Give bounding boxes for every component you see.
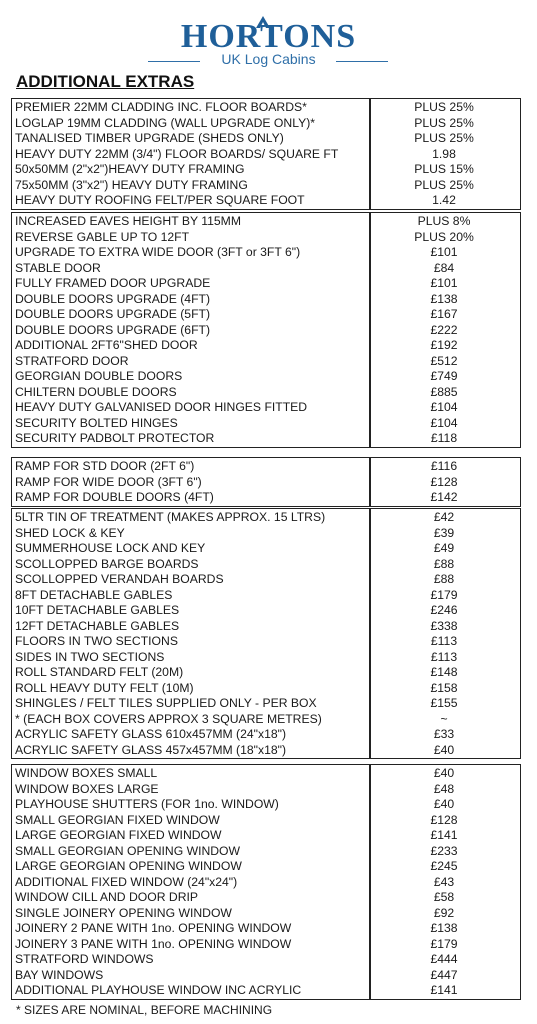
- price-table-1: [11, 98, 521, 210]
- page-heading: ADDITIONAL EXTRAS: [16, 72, 195, 91]
- table-row: [12, 813, 520, 829]
- item-price: PLUS 25%: [414, 177, 474, 192]
- table-row: [12, 952, 520, 968]
- item-price: £192: [430, 338, 458, 352]
- table-row: [12, 983, 520, 999]
- item-price: £749: [430, 369, 458, 383]
- item-price: ~: [440, 711, 448, 726]
- item-price: £40: [433, 742, 455, 757]
- table-row: [12, 557, 520, 573]
- table-row: [12, 475, 520, 491]
- table-body: [12, 765, 520, 999]
- item-name: STRATFORD DOOR: [15, 353, 129, 368]
- item-name: JOINERY 2 PANE WITH 1no. OPENING WINDOW: [15, 921, 292, 935]
- item-price: £40: [433, 797, 455, 811]
- table-row: [12, 100, 520, 116]
- item-price: £246: [430, 603, 458, 617]
- item-name: WINDOW BOXES LARGE: [15, 781, 159, 796]
- item-name: WINDOW CILL AND DOOR DRIP: [15, 890, 199, 904]
- item-name: 50x50MM (2"x2")HEAVY DUTY FRAMING: [15, 162, 245, 176]
- table-row: [12, 634, 520, 650]
- item-price: PLUS 20%: [414, 229, 474, 244]
- price-table-5: [11, 764, 521, 1000]
- table-row: [12, 292, 520, 308]
- hortons-logo: [0, 2, 537, 72]
- item-price: £39: [433, 525, 455, 540]
- table-row: [12, 354, 520, 370]
- item-name: SMALL GEORGIAN FIXED WINDOW: [15, 812, 220, 827]
- table-row: [12, 572, 520, 588]
- item-name: DOUBLE DOORS UPGRADE (6FT): [15, 322, 211, 337]
- item-price: £43: [433, 874, 455, 889]
- item-price: 1.42: [432, 193, 456, 207]
- table-row: [12, 131, 520, 147]
- item-price: £138: [430, 921, 458, 935]
- item-price: £148: [430, 665, 458, 679]
- item-name: 12FT DETACHABLE GABLES: [15, 618, 180, 633]
- item-name: SECURITY BOLTED HINGES: [15, 415, 178, 430]
- item-name: WINDOW BOXES SMALL: [15, 766, 158, 780]
- brand-name: HORTONS: [180, 18, 357, 55]
- item-price: £155: [430, 696, 458, 710]
- table-body: [12, 99, 520, 209]
- price-table-2: [11, 212, 521, 448]
- item-name: SUMMERHOUSE LOCK AND KEY: [15, 541, 206, 555]
- item-name: HEAVY DUTY GALVANISED DOOR HINGES FITTED: [15, 400, 308, 414]
- item-name: LARGE GEORGIAN FIXED WINDOW: [15, 828, 222, 842]
- item-name: GEORGIAN DOUBLE DOORS: [15, 369, 183, 383]
- item-name: PREMIER 22MM CLADDING INC. FLOOR BOARDS*: [15, 100, 307, 114]
- table-row: [12, 743, 520, 759]
- item-price: £179: [430, 587, 458, 602]
- item-name: LARGE GEORGIAN OPENING WINDOW: [15, 859, 242, 873]
- item-price: £141: [430, 983, 458, 997]
- item-name: ROLL STANDARD FELT (20M): [15, 665, 184, 679]
- item-price: £447: [430, 967, 458, 982]
- item-name: STABLE DOOR: [15, 260, 101, 275]
- item-name: LOGLAP 19MM CLADDING (WALL UPGRADE ONLY)*: [15, 115, 316, 130]
- item-name: SHED LOCK & KEY: [15, 525, 125, 540]
- table-row: [12, 490, 520, 506]
- item-name: 10FT DETACHABLE GABLES: [15, 603, 180, 617]
- table-row: [12, 650, 520, 666]
- item-price: £245: [430, 859, 458, 873]
- item-name: SCOLLOPPED VERANDAH BOARDS: [15, 572, 224, 586]
- table-row: [12, 307, 520, 323]
- item-name: CHILTERN DOUBLE DOORS: [15, 384, 177, 399]
- item-name: FULLY FRAMED DOOR UPGRADE: [15, 276, 211, 290]
- table-row: [12, 859, 520, 875]
- item-name: HEAVY DUTY ROOFING FELT/PER SQUARE FOOT: [15, 193, 305, 207]
- item-name: DOUBLE DOORS UPGRADE (5FT): [15, 307, 211, 321]
- table-row: [12, 459, 520, 475]
- item-price: £158: [430, 680, 458, 695]
- table-row: [12, 276, 520, 292]
- item-name: RAMP FOR WIDE DOOR (3FT 6"): [15, 474, 202, 489]
- item-price: £40: [433, 766, 455, 780]
- item-price: £92: [433, 905, 455, 920]
- item-name: RAMP FOR STD DOOR (2FT 6"): [15, 459, 195, 473]
- item-name: ROLL HEAVY DUTY FELT (10M): [15, 680, 194, 695]
- table-row: [12, 193, 520, 209]
- item-name: SCOLLOPPED BARGE BOARDS: [15, 556, 199, 571]
- table-row: [12, 875, 520, 891]
- item-price: £444: [430, 952, 458, 966]
- item-price: £58: [433, 890, 455, 904]
- item-price: £84: [433, 260, 455, 275]
- item-price: £48: [433, 781, 455, 796]
- item-price: £512: [430, 353, 458, 368]
- table-row: [12, 937, 520, 953]
- table-row: [12, 541, 520, 557]
- item-name: TANALISED TIMBER UPGRADE (SHEDS ONLY): [15, 131, 284, 145]
- item-price: £88: [433, 572, 455, 586]
- item-name: INCREASED EAVES HEIGHT BY 115MM: [15, 214, 241, 228]
- table-row: [12, 906, 520, 922]
- item-price: £116: [430, 459, 458, 473]
- table-row: [12, 162, 520, 178]
- table-body: [12, 458, 520, 506]
- table-row: [12, 323, 520, 339]
- table-row: [12, 214, 520, 230]
- item-price: £42: [433, 510, 455, 524]
- tagline-rule-right: [336, 61, 388, 62]
- item-price: PLUS 25%: [414, 131, 474, 145]
- item-name: ACRYLIC SAFETY GLASS 457x457MM (18"x18"): [15, 742, 287, 757]
- item-name: PLAYHOUSE SHUTTERS (FOR 1no. WINDOW): [15, 797, 279, 811]
- table-row: [12, 147, 520, 163]
- table-row: [12, 416, 520, 432]
- price-table-4: [11, 508, 521, 759]
- table-row: [12, 712, 520, 728]
- item-name: 75x50MM (3"x2") HEAVY DUTY FRAMING: [15, 177, 248, 192]
- item-name: ADDITIONAL FIXED WINDOW (24"x24"): [15, 874, 238, 889]
- table-body: [12, 509, 520, 758]
- item-name: SHINGLES / FELT TILES SUPPLIED ONLY - PER BOX: [15, 696, 317, 710]
- item-price: £101: [430, 245, 458, 259]
- item-price: £128: [430, 812, 458, 827]
- table-row: [12, 400, 520, 416]
- item-price: 1.98: [432, 146, 456, 161]
- item-price: £118: [430, 431, 458, 445]
- item-price: £49: [433, 541, 455, 555]
- table-row: [12, 245, 520, 261]
- item-name: BAY WINDOWS: [15, 967, 104, 982]
- item-name: ACRYLIC SAFETY GLASS 610x457MM (24"x18"): [15, 727, 287, 741]
- table-row: [12, 526, 520, 542]
- table-row: [12, 890, 520, 906]
- item-price: £338: [430, 618, 458, 633]
- item-price: £88: [433, 556, 455, 571]
- table-row: [12, 603, 520, 619]
- item-name: DOUBLE DOORS UPGRADE (4FT): [15, 291, 211, 306]
- table-row: [12, 178, 520, 194]
- table-row: [12, 369, 520, 385]
- table-row: [12, 230, 520, 246]
- table-row: [12, 921, 520, 937]
- table-row: [12, 510, 520, 526]
- table-row: [12, 431, 520, 447]
- item-name: REVERSE GABLE UP TO 12FT: [15, 229, 190, 244]
- item-price: £128: [430, 474, 458, 489]
- item-price: £113: [430, 649, 458, 664]
- item-name: SIDES IN TWO SECTIONS: [15, 649, 165, 664]
- item-price: £113: [430, 634, 458, 648]
- table-row: [12, 727, 520, 743]
- item-price: £167: [430, 307, 458, 321]
- table-row: [12, 968, 520, 984]
- item-name: HEAVY DUTY 22MM (3/4") FLOOR BOARDS/ SQUARE FT: [15, 146, 339, 161]
- table-row: [12, 619, 520, 635]
- footer-note: * SIZES ARE NOMINAL, BEFORE MACHINING: [16, 1003, 273, 1017]
- item-name: STRATFORD WINDOWS: [15, 952, 154, 966]
- item-price: £104: [430, 415, 458, 430]
- item-price: £233: [430, 843, 458, 858]
- table-row: [12, 696, 520, 712]
- price-table-3: [11, 457, 521, 507]
- item-price: £179: [430, 936, 458, 951]
- item-name: 8FT DETACHABLE GABLES: [15, 587, 173, 602]
- item-name: SECURITY PADBOLT PROTECTOR: [15, 431, 215, 445]
- item-name: 5LTR TIN OF TREATMENT (MAKES APPROX. 15 LTRS): [15, 510, 326, 524]
- item-price: £104: [430, 400, 458, 414]
- table-body: [12, 213, 520, 447]
- item-price: £885: [430, 384, 458, 399]
- table-row: [12, 782, 520, 798]
- item-name: RAMP FOR DOUBLE DOORS (4FT): [15, 490, 214, 504]
- item-price: PLUS 25%: [414, 115, 474, 130]
- item-price: PLUS 8%: [417, 214, 471, 228]
- item-price: PLUS 15%: [414, 162, 474, 176]
- table-row: [12, 766, 520, 782]
- item-name: ADDITIONAL PLAYHOUSE WINDOW INC ACRYLIC: [15, 983, 302, 997]
- table-row: [12, 338, 520, 354]
- table-row: [12, 588, 520, 604]
- table-row: [12, 681, 520, 697]
- table-row: [12, 844, 520, 860]
- item-price: £141: [430, 828, 458, 842]
- item-price: £222: [430, 322, 458, 337]
- item-price: PLUS 25%: [414, 100, 474, 114]
- item-price: £101: [430, 276, 458, 290]
- brand-tagline: UK Log Cabins: [221, 51, 316, 67]
- table-row: [12, 665, 520, 681]
- item-name: FLOORS IN TWO SECTIONS: [15, 634, 178, 648]
- item-price: £33: [433, 727, 455, 741]
- item-name: SINGLE JOINERY OPENING WINDOW: [15, 905, 232, 920]
- table-row: [12, 261, 520, 277]
- item-name: ADDITIONAL 2FT6"SHED DOOR: [15, 338, 198, 352]
- item-name: SMALL GEORGIAN OPENING WINDOW: [15, 843, 241, 858]
- item-price: £142: [430, 490, 458, 504]
- table-row: [12, 797, 520, 813]
- table-row: [12, 828, 520, 844]
- table-row: [12, 385, 520, 401]
- item-name: UPGRADE TO EXTRA WIDE DOOR (3FT or 3FT 6"): [15, 245, 301, 259]
- item-name: JOINERY 3 PANE WITH 1no. OPENING WINDOW: [15, 936, 292, 951]
- table-row: [12, 116, 520, 132]
- item-name: * (EACH BOX COVERS APPROX 3 SQUARE METRES): [15, 711, 322, 726]
- item-price: £138: [430, 291, 458, 306]
